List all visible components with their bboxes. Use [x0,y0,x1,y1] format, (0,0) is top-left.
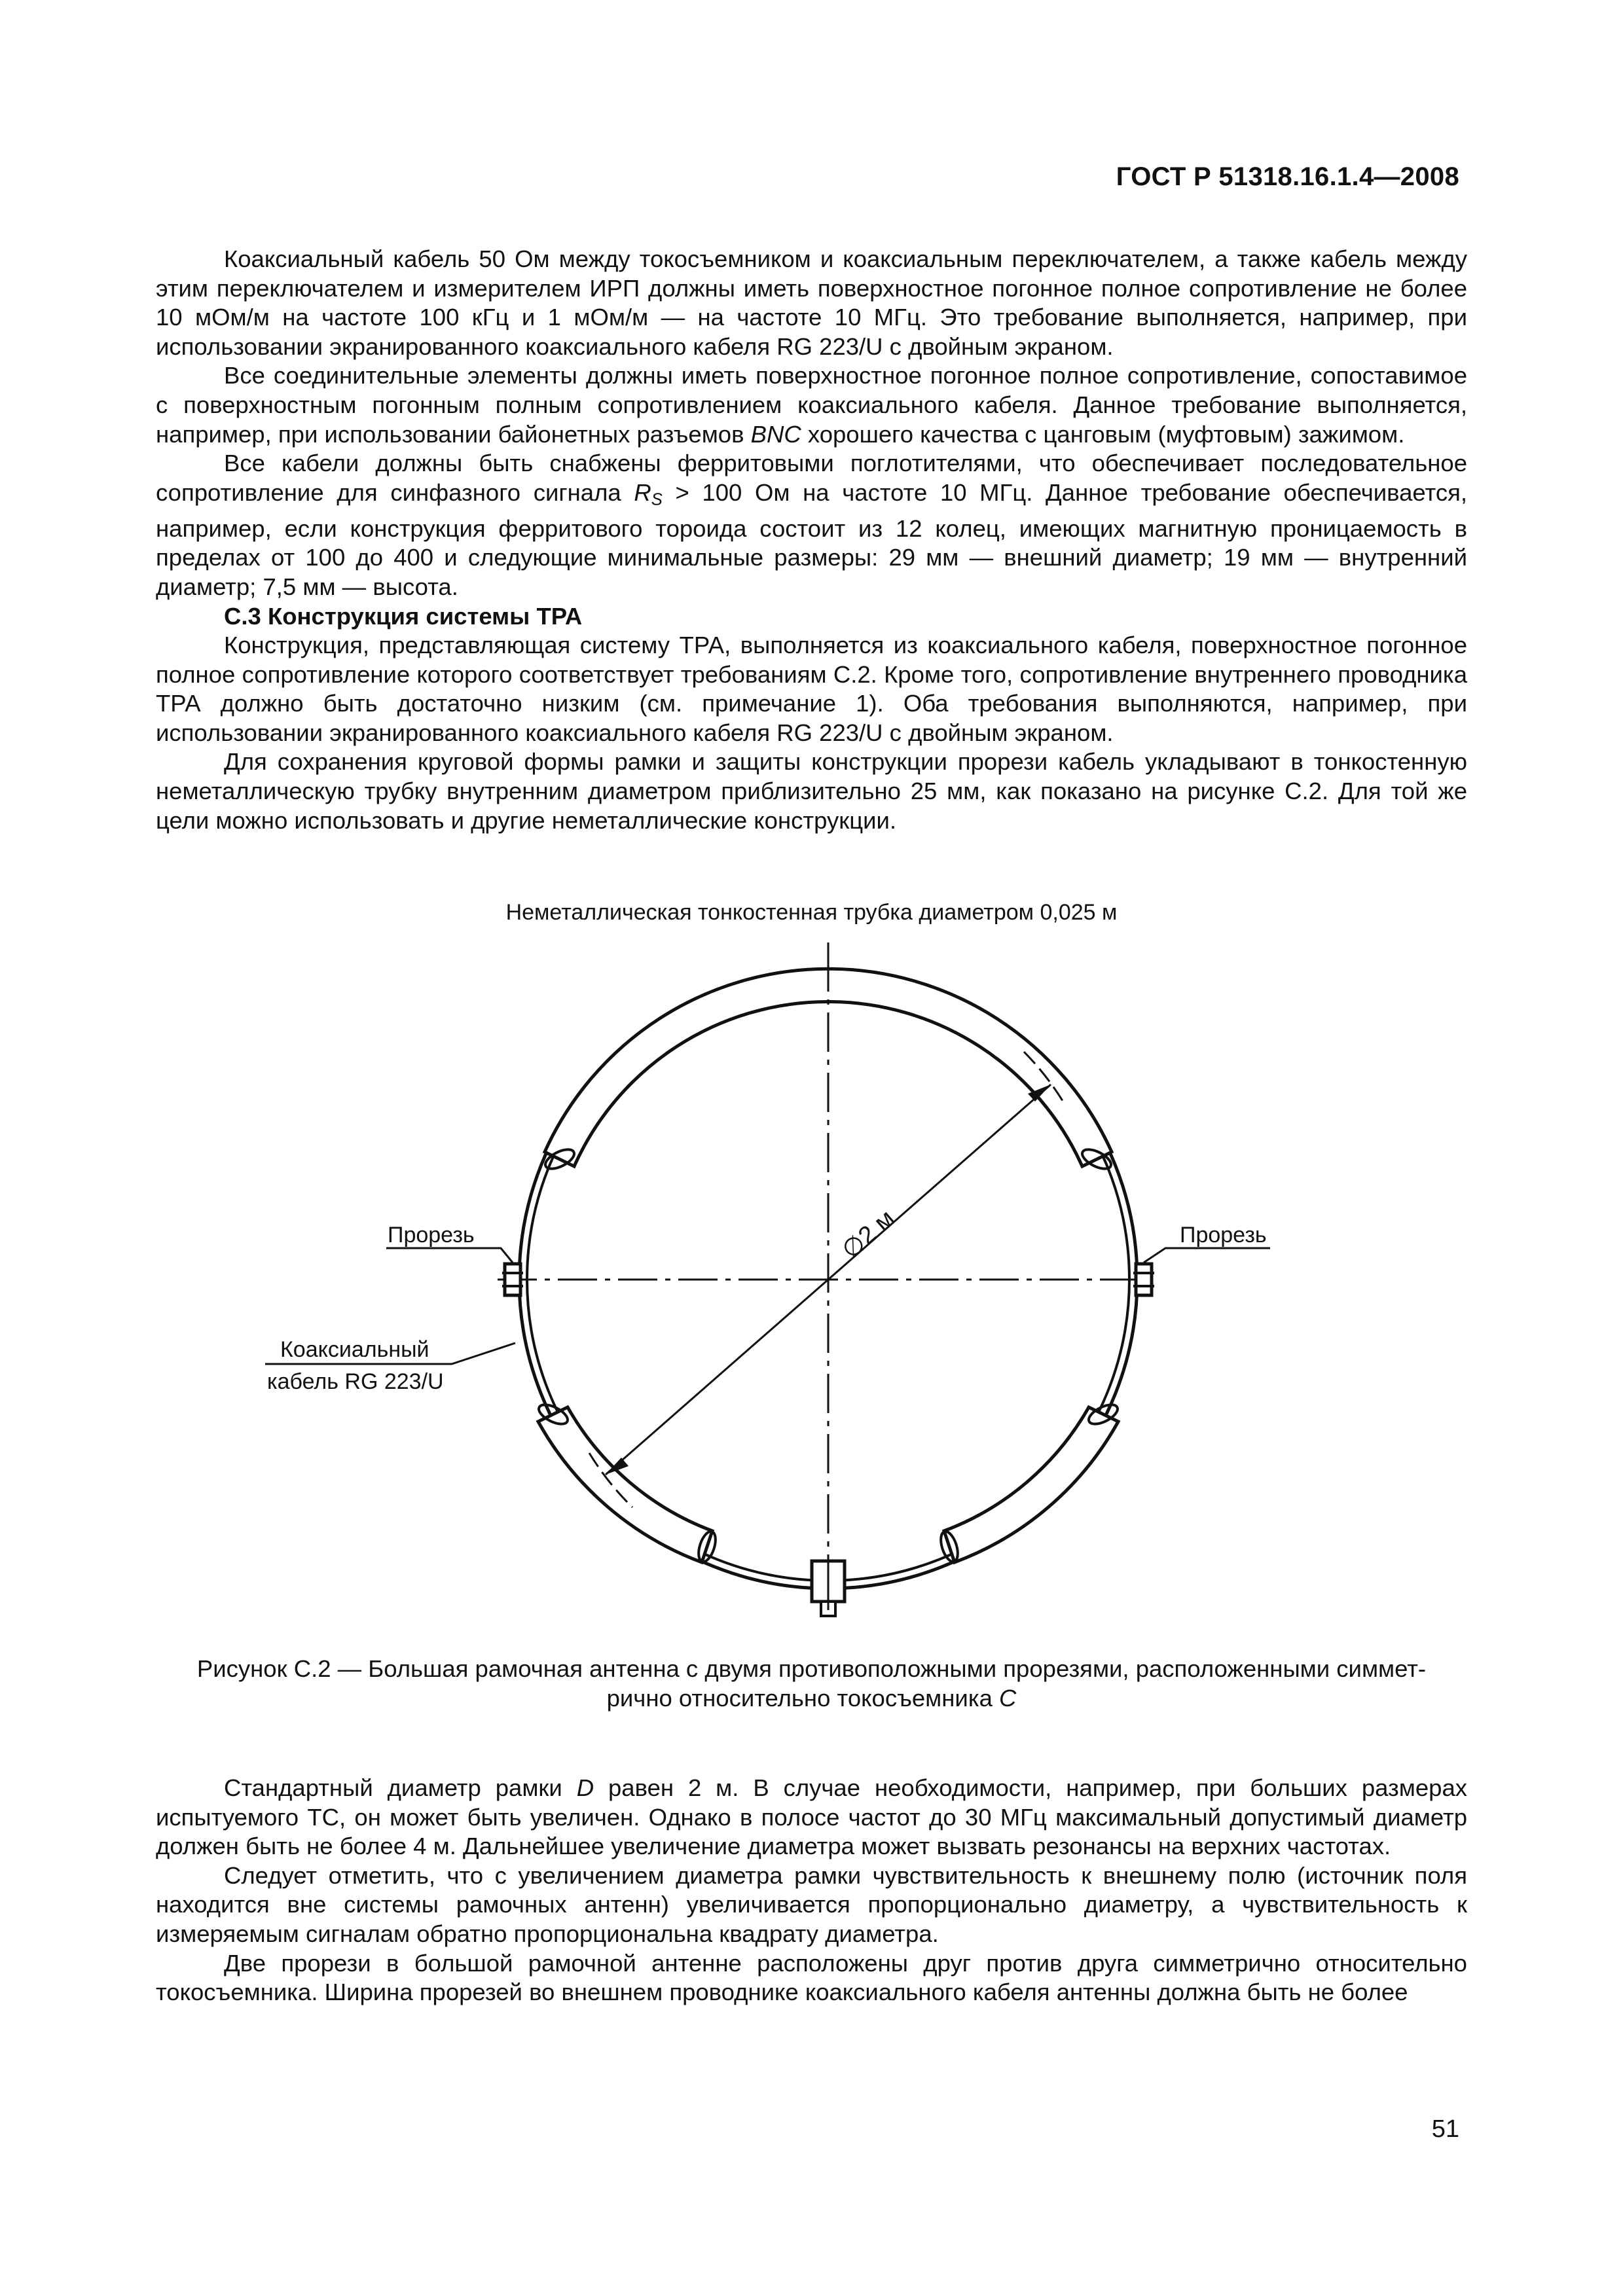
paragraph: Все соединительные элементы должны иметь поверхностное погонное полное сопротивление, сопоставимое с поверхностным погонным полным сопротивлением коаксиального кабеля. Данное требование выполняется, например, при использовании байонетных разъемов BNC хорошего качества с цанговым (муфтовым) зажимом. [156,362,1467,448]
slot-left [505,1264,520,1295]
caption-line-1: Рисунок С.2 — Большая рамочная антенна с двумя противоположными прорезями, расположенными симмет- [196,1655,1427,1682]
paragraph: Стандартный диаметр рамки D равен 2 м. В случае необходимости, например, при больших размерах испытуемого ТС, он может быть увеличен. Однако в полосе частот до 30 МГц максимальный допустимый диаметр должен быть не более 4 м. Дальнейшее увеличение диаметра может вызвать резонансы на верхних частотах. [156,1774,1467,1860]
slot-right-label: Прорезь [1180,1223,1267,1247]
paragraph: Для сохранения круговой формы рамки и защиты конструкции прорези кабель укладывают в тонкостенную неметаллическую трубку внутренним диаметром приблизительно 25 мм, как показано на рисунке С.2. Для той же цели можно использовать и другие неметаллические конструкции. [156,748,1467,834]
diameter-label: ∅2 м [837,1204,900,1265]
slot-left-label: Прорезь [388,1223,475,1247]
paragraph: Коаксиальный кабель 50 Ом между токосъемником и коаксиальным переключателем, а также кабель между этим переключателем и измерителем ИРП должны иметь поверхностное погонное полное сопротивление не более 10 мОм/м на частоте 100 кГц и 1 мОм/м — на частоте 10 МГц. Это требование выполняется, например, при использовании экранированного коаксиального кабеля RG 223/U с двойным экраном. [156,245,1467,360]
paragraph: Конструкция, представляющая систему ТРА, выполняется из коаксиального кабеля, поверхностное погонное полное сопротивление которого соответствует требованиям С.2. Кроме того, сопротивление внутреннего проводника ТРА должно быть достаточно низким (см. примечание 1). Оба требования выполняются, например, при использовании экранированного коаксиального кабеля RG 223/U с двойным экраном. [156,632,1467,746]
paragraph: Все кабели должны быть снабжены ферритовыми поглотителями, что обеспечивает последовательное сопротивление для синфазного сигнала $R_S > 100$ Ом на частоте 10 МГц. Данное требование обеспечивается, например, если конструкция ферритового тороида состоит из 12 колец, имеющих магнитную проницаемость в пределах от 100 до 400 и следующие минимальные размеры: 29 мм — внешний диаметр; 19 мм — внутренний диаметр; 7,5 мм — высота. [156,450,1467,600]
leader-slot-right [1144,1248,1270,1263]
tube-segment-lower-left [538,1407,712,1562]
tube-segment-lower-right [944,1407,1118,1562]
figure-caption [156,1655,1467,1713]
page-number: 51 [1431,2115,1459,2143]
section-heading: C.3 Конструкция системы ТРА [224,602,583,630]
slot-right [1136,1264,1152,1295]
paragraph: Две прорези в большой рамочной антенне расположены друг против друга симметрично относительно токосъемника. Ширина прорезей во внешнем проводнике коаксиального кабеля антенны должна быть не более [156,1949,1467,2006]
caption-line-2: рично относительно токосъемника С [606,1684,1017,1712]
cable-label-2: кабель RG 223/U [267,1369,444,1394]
leader-slot-left [386,1248,513,1263]
bottom-text-block [156,1774,1467,2007]
figure-title: Неметаллическая тонкостенная трубка диаметром 0,025 м [505,900,1118,925]
document-header: ГОСТ Р 51318.16.1.4—2008 [1116,162,1459,191]
cable-label: Коаксиальный [280,1337,429,1362]
paragraph: Следует отметить, что с увеличением диаметра рамки чувствительность к внешнему полю (источник поля находится вне системы рамочных антенн) увеличивается пропорционально диаметру, а чувствительность к измеряемым сигналам обратно пропорциональна квадрату диаметра. [156,1861,1467,1947]
